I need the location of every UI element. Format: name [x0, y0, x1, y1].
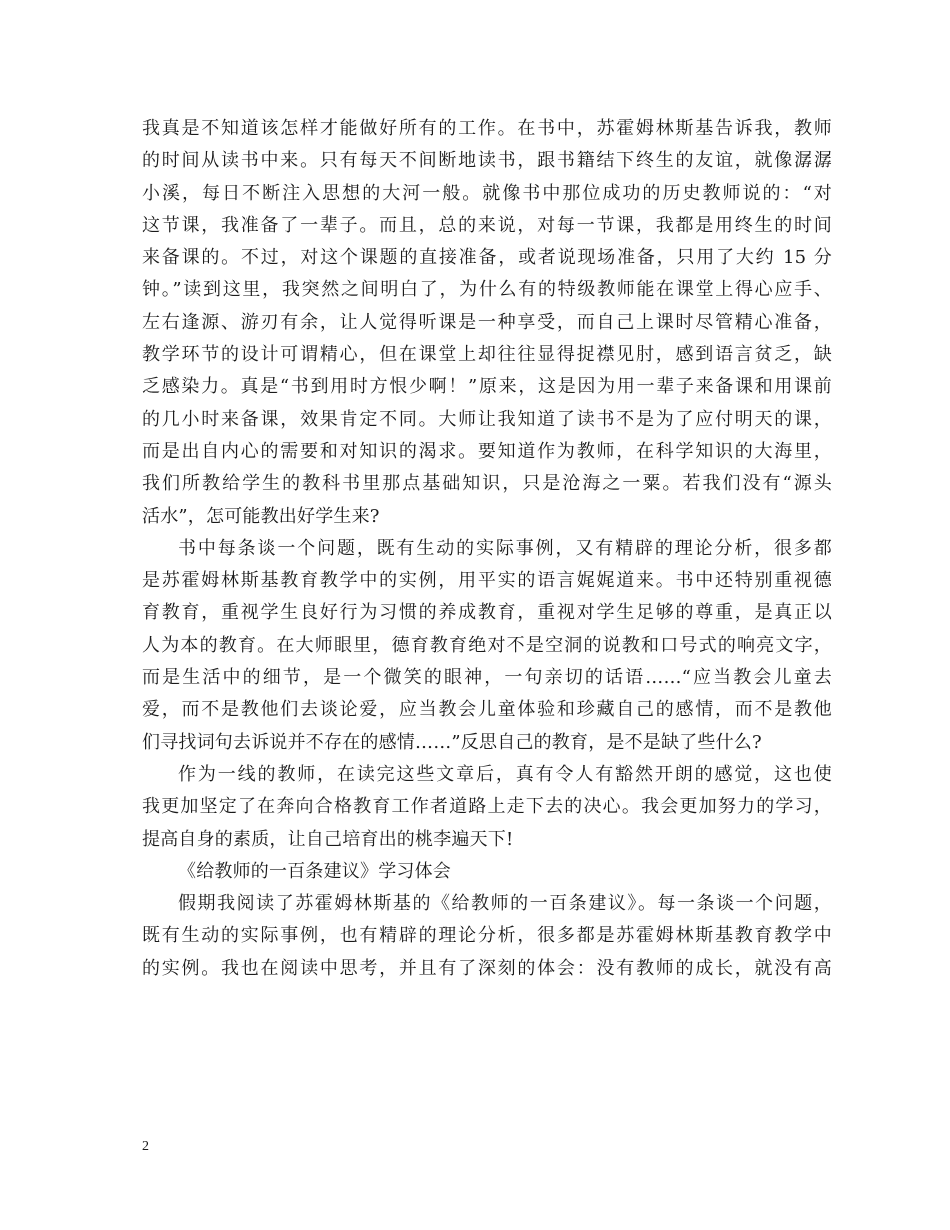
- text-line: 乏感染力。真是“书到用时方恨少啊！”原来，这是因为用一辈子来备课和用课前: [142, 376, 832, 398]
- text-line: 而是生活中的细节，是一个微笑的眼神，一句亲切的话语……“应当教会儿童去: [142, 667, 832, 689]
- page-number: 2: [142, 1139, 149, 1154]
- text-line: 既有生动的实际事例，也有精辟的理论分析，很多都是苏霍姆林斯基教育教学中: [142, 925, 832, 947]
- body-text: [142, 113, 832, 985]
- text-line: 左右逢源、游刃有余，让人觉得听课是一种享受，而自己上课时尽管精心准备，: [142, 311, 832, 333]
- text-line: 是苏霍姆林斯基教育教学中的实例，用平实的语言娓娓道来。书中还特别重视德: [142, 570, 832, 592]
- text-line: 钟。”读到这里，我突然之间明白了，为什么有的特级教师能在课堂上得心应手、: [142, 279, 832, 301]
- text-line: 而是出自内心的需要和对知识的渴求。要知道作为教师，在科学知识的大海里，: [142, 440, 832, 462]
- text-line: 的几小时来备课，效果肯定不同。大师让我知道了读书不是为了应付明天的课，: [142, 408, 832, 430]
- text-line: 活水”，怎可能教出好学生来?: [142, 505, 380, 527]
- text-line: 这节课，我准备了一辈子。而且，总的来说，对每一节课，我都是用终生的时间: [142, 214, 832, 236]
- text-line: 来备课的。不过，对这个课题的直接准备，或者说现场准备，只用了大约 15 分: [142, 247, 832, 269]
- text-line: 育教育，重视学生良好行为习惯的养成教育，重视对学生足够的尊重，是真正以: [142, 602, 832, 624]
- text-line: 提高自身的素质，让自己培育出的桃李遍天下!: [142, 828, 514, 850]
- text-line: 教学环节的设计可谓精心，但在课堂上却往往显得捉襟见肘，感到语言贫乏，缺: [142, 344, 832, 366]
- text-line: 我真是不知道该怎样才能做好所有的工作。在书中，苏霍姆林斯基告诉我，教师: [142, 118, 832, 139]
- text-line: 的时间从读书中来。只有每天不间断地读书，跟书籍结下终生的友谊，就像潺潺: [142, 150, 832, 172]
- text-line: 作为一线的教师，在读完这些文章后，真有令人有豁然开朗的感觉，这也使: [178, 763, 832, 785]
- text-line: 书中每条谈一个问题，既有生动的实际事例，又有精辟的理论分析，很多都: [178, 537, 832, 559]
- text-line: 爱，而不是教他们去谈论爱，应当教会儿童体验和珍藏自己的感情，而不是教他: [142, 699, 832, 721]
- text-line: 人为本的教育。在大师眼里，德育教育绝对不是空洞的说教和口号式的响亮文字，: [142, 634, 832, 656]
- text-line: 我更加坚定了在奔向合格教育工作者道路上走下去的决心。我会更加努力的学习，: [142, 796, 832, 818]
- text-line: 《给教师的一百条建议》学习体会: [178, 860, 451, 882]
- text-line: 的实例。我也在阅读中思考，并且有了深刻的体会：没有教师的成长，就没有高: [142, 957, 832, 979]
- text-line: 们寻找词句去诉说并不存在的感情……”反思自己的教育，是不是缺了些什么?: [142, 731, 762, 753]
- text-line: 假期我阅读了苏霍姆林斯基的《给教师的一百条建议》。每一条谈一个问题，: [178, 893, 832, 915]
- text-line: 我们所教给学生的教科书里那点基础知识，只是沧海之一粟。若我们没有“源头: [142, 473, 832, 495]
- text-line: 小溪，每日不断注入思想的大河一般。就像书中那位成功的历史教师说的：“对: [142, 182, 832, 204]
